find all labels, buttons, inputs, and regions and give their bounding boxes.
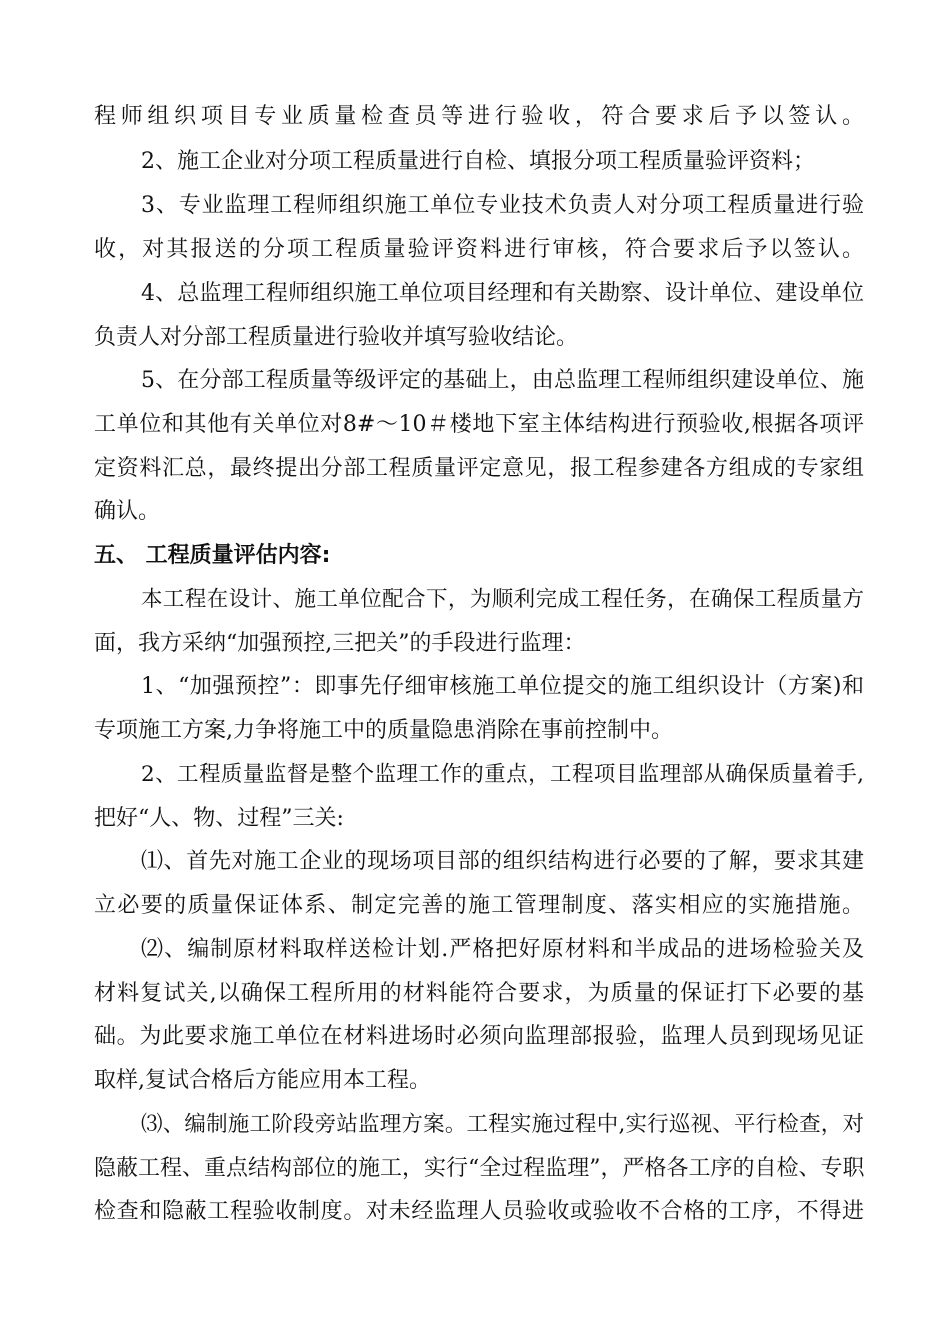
text-line: 把好“人、物、过程”三关: [94,806,344,831]
text-line: ⑴、首先对施工企业的现场项目部的组织结构进行必要的了解，要求其建 [141,849,864,874]
text-line: 工单位和其他有关单位对8#～10＃楼地下室主体结构进行预验收,根据各项评 [94,412,864,437]
text-line: 4、总监理工程师组织施工单位项目经理和有关勘察、设计单位、建设单位 [141,281,864,306]
section-heading: 五、 工程质量评估内容: [94,543,331,568]
text-line: 立必要的质量保证体系、制定完善的施工管理制度、落实相应的实施措施。 [94,893,864,918]
text-line: 5、在分部工程质量等级评定的基础上，由总监理工程师组织建设单位、施 [141,368,864,393]
text-line: 材料复试关,以确保工程所用的材料能符合要求，为质量的保证打下必要的基 [94,981,864,1006]
text-line: 面，我方采纳“加强预控,三把关”的手段进行监理： [94,631,586,656]
text-line: 取样,复试合格后方能应用本工程。 [94,1068,431,1093]
text-line: 程师组织项目专业质量检查员等进行验收，符合要求后予以签认。 [94,104,864,129]
text-line: ⑵、编制原材料取样送检计划.严格把好原材料和半成品的进场检验关及 [141,937,864,962]
text-line: 础。为此要求施工单位在材料进场时必须向监理部报验，监理人员到现场见证 [94,1024,864,1049]
text-line: 收，对其报送的分项工程质量验评资料进行审核，符合要求后予以签认。 [94,237,864,262]
text-line: 专项施工方案,力争将施工中的质量隐患消除在事前控制中。 [94,718,673,743]
text-line: 确认。 [94,499,161,524]
text-line: 2、工程质量监督是整个监理工作的重点，工程项目监理部从确保质量着手, [141,762,864,787]
text-line: 1、“加强预控”：即事先仔细审核施工单位提交的施工组织设计（方案)和 [141,674,864,699]
text-line: 本工程在设计、施工单位配合下，为顺利完成工程任务，在确保工程质量方 [141,587,864,612]
text-line: 检查和隐蔽工程验收制度。对未经监理人员验收或验收不合格的工序，不得进 [94,1199,864,1224]
text-line: 隐蔽工程、重点结构部位的施工，实行“全过程监理”，严格各工序的自检、专职 [94,1156,865,1181]
text-line: 2、施工企业对分项工程质量进行自检、填报分项工程质量验评资料； [141,149,815,174]
text-line: 定资料汇总，最终提出分部工程质量评定意见，报工程参建各方组成的专家组 [94,456,864,481]
text-line: 负责人对分部工程质量进行验收并填写验收结论。 [94,325,579,350]
text-line: 3、专业监理工程师组织施工单位专业技术负责人对分项工程质量进行验 [141,193,864,218]
text-line: ⑶、编制施工阶段旁站监理方案。工程实施过程中,实行巡视、平行检查，对 [141,1112,864,1137]
